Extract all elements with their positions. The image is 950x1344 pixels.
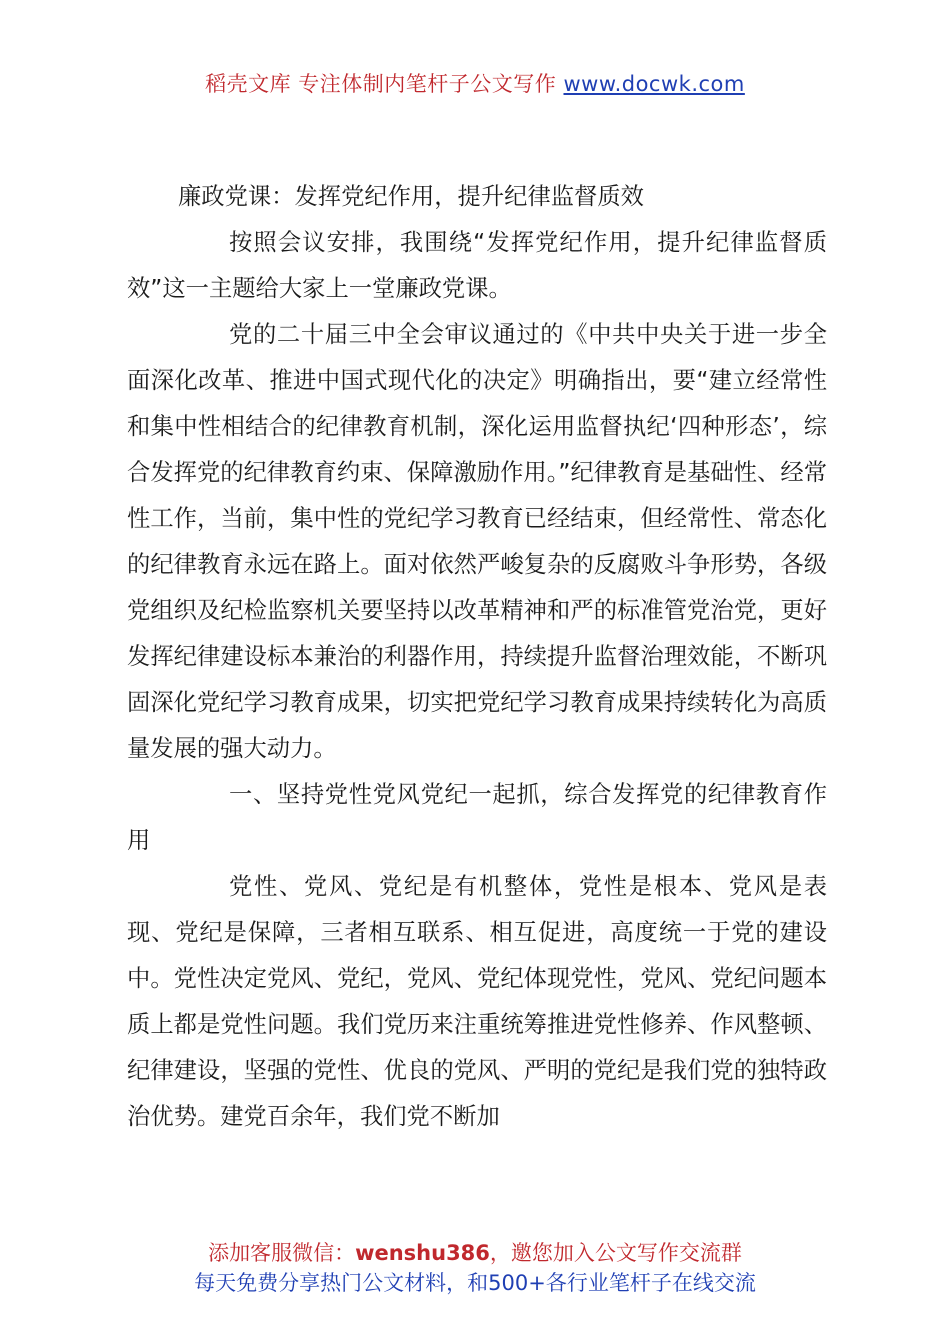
document-body (127, 174, 827, 1140)
footer-contact-suffix: ，邀您加入公文写作交流群 (489, 1241, 742, 1265)
document-title: 廉政党课：发挥党纪作用，提升纪律监督质效 (178, 183, 644, 210)
header-site-text: 稻壳文库 专注体制内笔杆子公文写作 (205, 72, 564, 96)
paragraph-decision: 党的二十届三中全会审议通过的《中共中央关于进一步全面深化改革、推进中国式现代化的决定》明确指出，要“建立经常性和集中性相结合的纪律教育机制，深化运用监督执纪‘四种形态’，综合发挥党的纪律教育约束、保障激励作用。”纪律教育是基础性、经常性工作，当前，集中性的党纪学习教育已经结束，但经常性、常态化的纪律教育永远在路上。面对依然严峻复杂的反腐败斗争形势，各级党组织及纪检监察机关要坚持以改革精神和严的标准管党治党，更好发挥纪律建设标本兼治的利器作用，持续提升监督治理效能，不断巩固深化党纪学习教育成果，切实把党纪学习教育成果持续转化为高质量发展的强大动力。 (127, 321, 827, 762)
page-footer (0, 1238, 950, 1298)
footer-wechat-id: wenshu386 (355, 1241, 490, 1265)
section-heading-1: 一、坚持党性党风党纪一起抓，综合发挥党的纪律教育作用 (127, 781, 827, 854)
footer-share-line: 每天免费分享热门公文材料，和500+各行业笔杆子在线交流 (194, 1271, 756, 1295)
paragraph-intro: 按照会议安排，我围绕“发挥党纪作用，提升纪律监督质效”这一主题给大家上一堂廉政党课。 (127, 229, 827, 302)
footer-contact-line (0, 1238, 950, 1268)
page-header (0, 68, 950, 98)
footer-contact-prefix: 添加客服微信： (208, 1241, 356, 1265)
paragraph-party-spirit: 党性、党风、党纪是有机整体，党性是根本、党风是表现、党纪是保障，三者相互联系、相互促进，高度统一于党的建设中。党性决定党风、党纪，党风、党纪体现党性，党风、党纪问题本质上都是党性问题。我们党历来注重统筹推进党性修养、作风整顿、纪律建设，坚强的党性、优良的党风、严明的党纪是我们党的独特政治优势。建党百余年，我们党不断加 (127, 873, 827, 1130)
header-url-link[interactable]: www.docwk.com (563, 72, 745, 96)
